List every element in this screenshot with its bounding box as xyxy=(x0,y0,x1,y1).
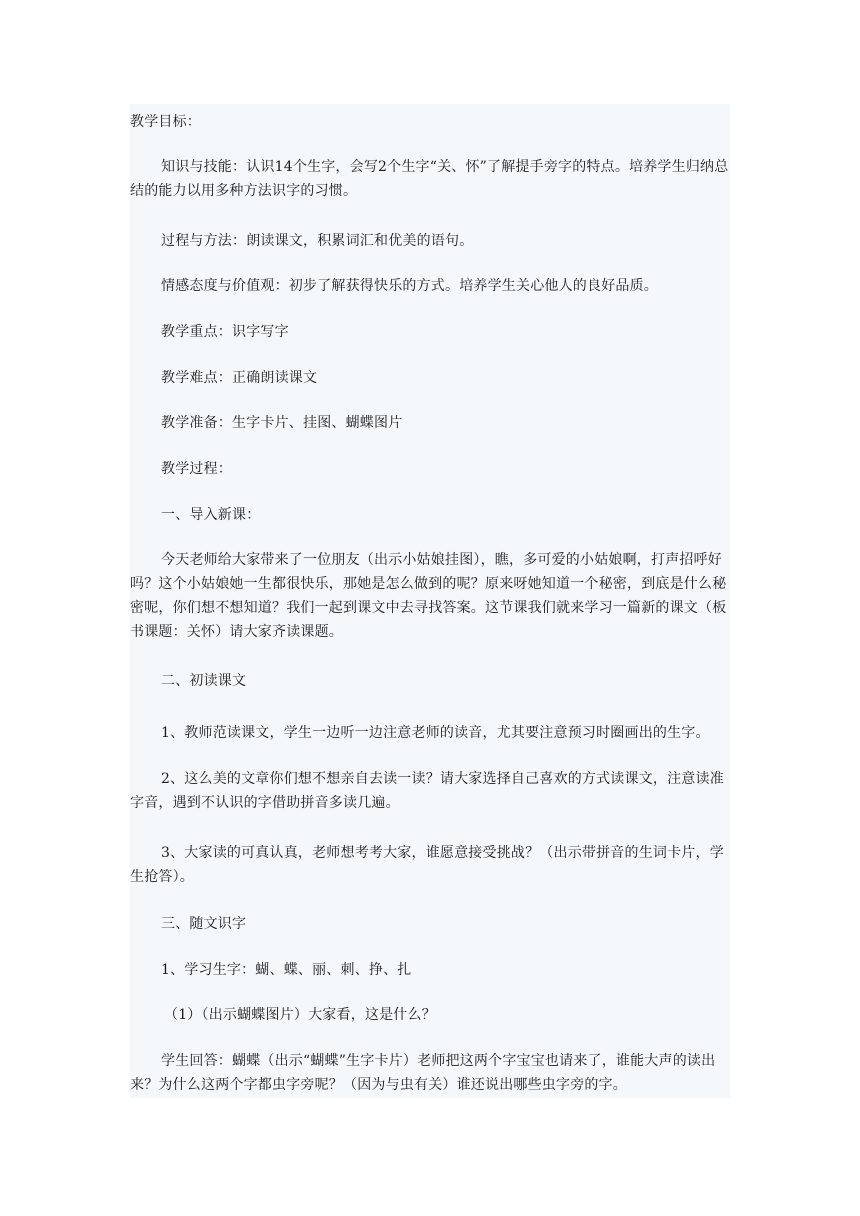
section-heading-introduction: 一、导入新课： xyxy=(161,507,261,523)
paragraph-attitudes-values: 情感态度与价值观：初步了解获得快乐的方式。培养学生关心他人的良好品质。 xyxy=(161,278,658,294)
paragraph-preparation: 教学准备：生字卡片、挂图、蝴蝶图片 xyxy=(161,415,403,431)
paragraph-introduction-body: 今天老师给大家带来了一位朋友（出示小姑娘挂图），瞧，多可爱的小姑娘啊，打声招呼好吗？这个小姑娘她一生都很快乐，那她是怎么做到的呢？原来呀她知道一个秘密，到底是什么秘密呢，你们想不想知道？我们一起到课文中去寻找答案。这节课我们就来学习一篇新的课文（板书课题：关怀）请大家齐读课题。 xyxy=(130,552,727,640)
paragraph-knowledge-skills: 知识与技能：认识14个生字，会写2个生字“关、怀”了解提手旁字的特点。培养学生归纳总结的能力以用多种方法识字的习惯。 xyxy=(130,159,729,199)
paragraph-student-answer: 学生回答：蝴蝶（出示“蝴蝶”生字卡片）老师把这两个字宝宝也请来了，谁能大声的读出来？为什么这两个字都虫字旁呢？（因为与虫有关）谁还说出哪些虫字旁的字。 xyxy=(130,1053,716,1093)
paragraph-butterfly-question: （1）（出示蝴蝶图片）大家看，这是什么？ xyxy=(164,1007,436,1023)
paragraph-first-reading-step-1: 1、教师范读课文，学生一边听一边注意老师的读音，尤其要注意预习时圈画出的生字。 xyxy=(161,725,710,741)
section-heading-character-learning: 三、随文识字 xyxy=(161,916,247,932)
paragraph-first-reading-step-3: 3、大家读的可真认真，老师想考考大家，谁愿意接受挑战？（出示带拼音的生词卡片，学生抢答）。 xyxy=(130,845,724,885)
section-heading-first-reading: 二、初读课文 xyxy=(161,673,247,689)
paragraph-first-reading-step-2: 2、这么美的文章你们想不想亲自去读一读？请大家选择自己喜欢的方式读课文，注意读准字音，遇到不认识的字借助拼音多读几遍。 xyxy=(130,771,724,811)
paragraph-process-methods: 过程与方法：朗读课文，积累词汇和优美的语句。 xyxy=(161,233,474,249)
paragraph-key-points: 教学重点：识字写字 xyxy=(161,324,289,340)
paragraph-difficult-points: 教学难点：正确朗读课文 xyxy=(161,370,318,386)
heading-teaching-goals: 教学目标： xyxy=(130,114,201,130)
paragraph-teaching-process: 教学过程： xyxy=(161,461,232,477)
paragraph-new-characters: 1、学习生字：蝴、蝶、丽、刺、挣、扎 xyxy=(161,962,412,978)
